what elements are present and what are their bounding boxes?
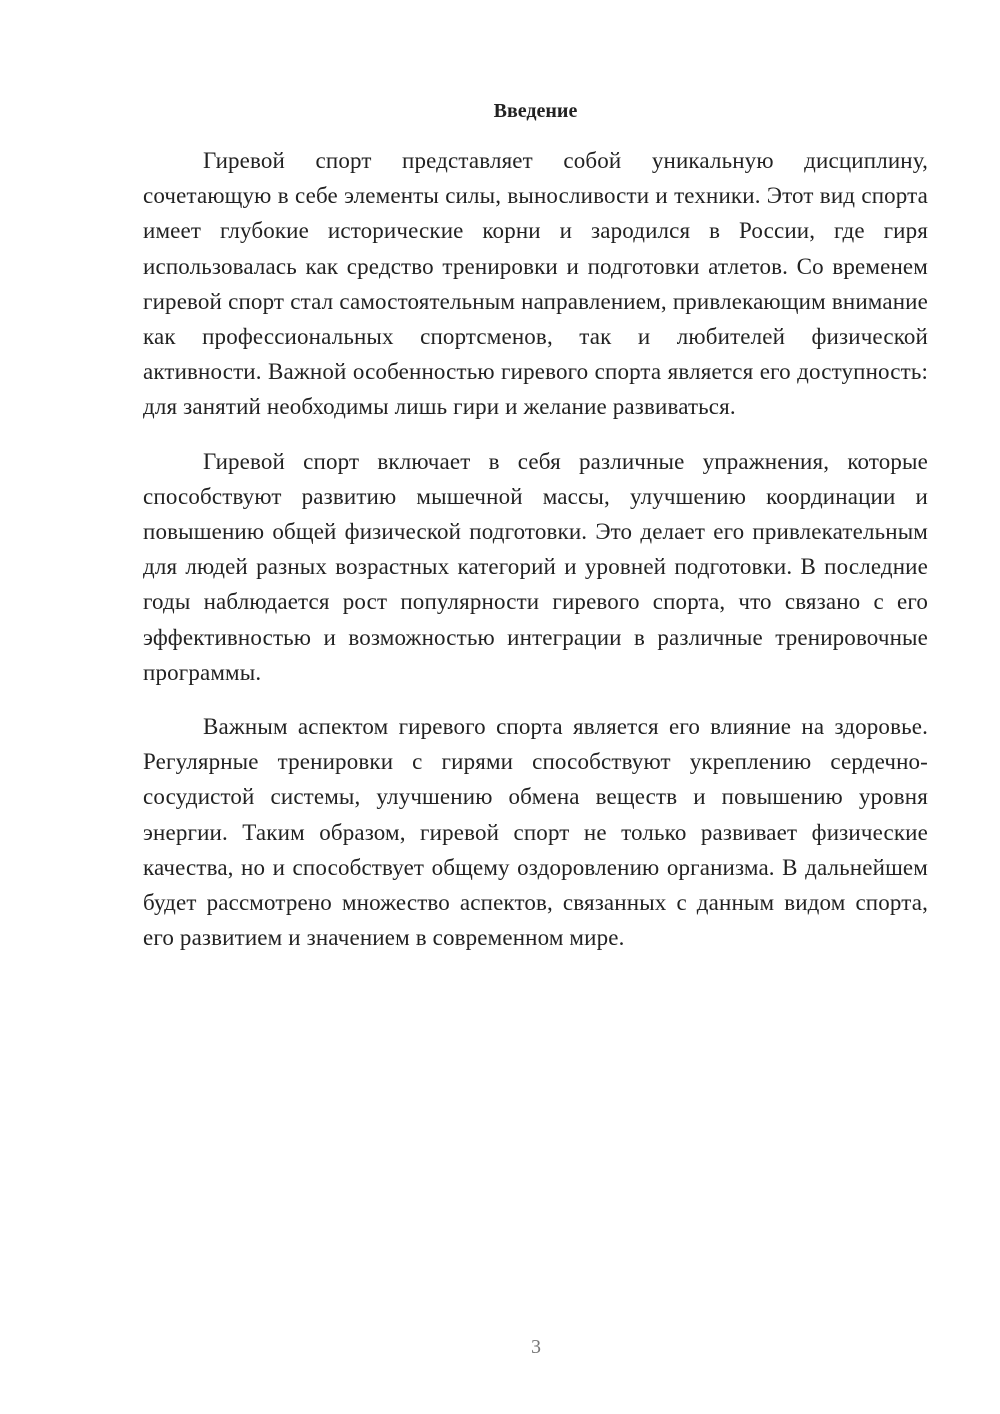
paragraph-1: Гиревой спорт представляет собой уникальную дисциплину, сочетающую в себе элементы силы, выносливости и техники. Этот вид спорта имеет глубокие исторические корни и зародился в России, где гиря использовалась как средство тренировки и подготовки атлетов. Со временем гиревой спорт стал самостоятельным направлением, привлекающим внимание как профессиональных спортсменов, так и любителей физической активности. Важной особенностью гиревого спорта является его доступность: для занятий необходимы лишь гири и желание развиваться. bbox=[143, 148, 928, 420]
paragraph-3: Важным аспектом гиревого спорта является его влияние на здоровье. Регулярные тренировки с гирями способствуют укреплению сердечно-сосудистой системы, улучшению обмена веществ и повышению уровня энергии. Таким образом, гиревой спорт не только развивает физические качества, но и способствует общему оздоровлению организма. В дальнейшем будет рассмотрено множество аспектов, связанных с данным видом спорта, его развитием и значением в современном мире. bbox=[143, 714, 928, 951]
page-number: 3 bbox=[531, 1336, 541, 1358]
paragraph-2: Гиревой спорт включает в себя различные упражнения, которые способствуют развитию мышечной массы, улучшению координации и повышению общей физической подготовки. Это делает его привлекательным для людей разных возрастных категорий и уровней подготовки. В последние годы наблюдается рост популярности гиревого спорта, что связано с его эффективностью и возможностью интеграции в различные тренировочные программы. bbox=[143, 448, 928, 685]
section-heading: Введение bbox=[493, 100, 578, 122]
body-text bbox=[143, 143, 928, 955]
